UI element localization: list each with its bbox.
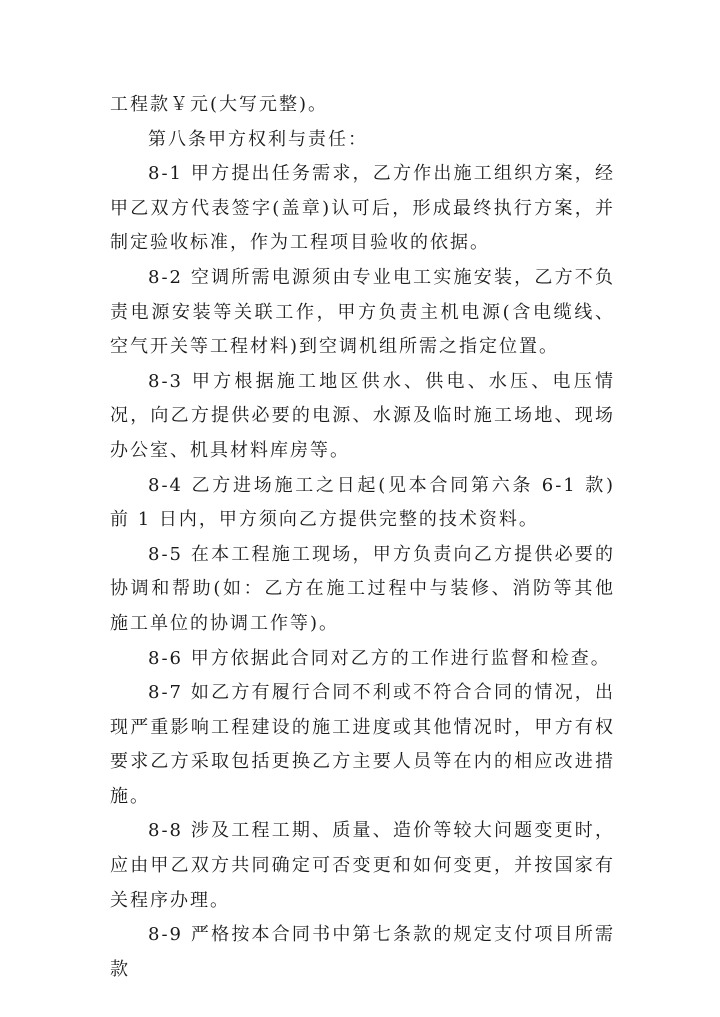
clause-8-5: 8-5 在本工程施工现场，甲方负责向乙方提供必要的协调和帮助(如：乙方在施工过程中与装修、消防等其他施工单位的协调工作等)。: [110, 543, 615, 634]
clause-8-8: 8-8 涉及工程工期、质量、造价等较大问题变更时，应由甲乙双方共同确定可否变更和如何变更，并按国家有关程序办理。: [110, 820, 615, 911]
document-page: [110, 88, 615, 987]
paragraph-payment-amount: 工程款￥元(大写元整)。: [110, 94, 329, 115]
section-heading-article-8: 第八条甲方权利与责任：: [148, 128, 368, 150]
clause-8-6: 8-6 甲方依据此合同对乙方的工作进行监督和检查。: [148, 647, 611, 669]
clause-8-3: 8-3 甲方根据施工地区供水、供电、水压、电压情况，向乙方提供必要的电源、水源及临时施工场地、现场办公室、机具材料库房等。: [110, 370, 615, 461]
clause-8-4: 8-4 乙方进场施工之日起(见本合同第六条 6-1 款)前 1 日内，甲方须向乙方提供完整的技术资料。: [110, 474, 615, 531]
clause-8-9: 8-9 严格按本合同书中第七条款的规定支付项目所需款: [110, 924, 615, 980]
clause-8-1: 8-1 甲方提出任务需求，乙方作出施工组织方案，经甲乙双方代表签字(盖章)认可后，形成最终执行方案，并制定验收标准，作为工程项目验收的依据。: [110, 163, 615, 254]
clause-8-7: 8-7 如乙方有履行合同不利或不符合合同的情况，出现严重影响工程建设的施工进度或其他情况时，甲方有权要求乙方采取包括更换乙方主要人员等在内的相应改进措施。: [110, 682, 615, 807]
clause-8-2: 8-2 空调所需电源须由专业电工实施安装，乙方不负责电源安装等关联工作，甲方负责主机电源(含电缆线、空气开关等工程材料)到空调机组所需之指定位置。: [110, 266, 615, 358]
